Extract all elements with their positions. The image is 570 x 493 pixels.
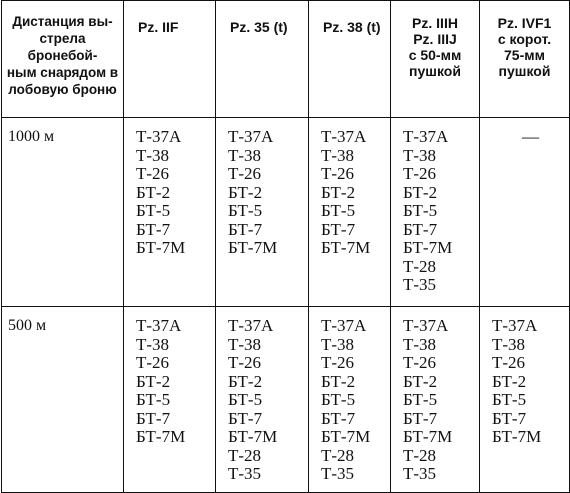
tank-list xyxy=(321,317,390,484)
tank-list-item: БТ-5 xyxy=(321,390,356,409)
header-line: Дистанция вы- xyxy=(12,14,113,29)
tank-list-item: Т-26 xyxy=(321,353,355,372)
tank-list-item: БТ-2 xyxy=(492,371,527,391)
tank-list-item: Т-38 xyxy=(136,334,170,354)
tank-list-item: Т-26 xyxy=(492,353,526,372)
tank-list-item: Т-37А xyxy=(228,127,274,146)
tank-list-item: БТ-2 xyxy=(136,371,171,391)
tank-list-item: Т-38 xyxy=(136,145,170,165)
tank-list-item: Т-38 xyxy=(321,145,355,165)
tank-list-item: Т-28 xyxy=(321,445,355,465)
tank-list-cell xyxy=(480,118,570,307)
tank-list-item: БТ-7 xyxy=(228,408,263,428)
tank-list-item: Т-38 xyxy=(321,334,355,354)
header-line: Pz. IIIH xyxy=(412,15,458,31)
tank-list-item: БТ-5 xyxy=(403,201,438,220)
tank-list xyxy=(492,128,569,147)
tank-list-item: Т-37А xyxy=(136,127,182,146)
tank-list-item: Т-26 xyxy=(403,353,437,372)
header-line: Pz. 38 (t) xyxy=(323,19,381,35)
tank-list xyxy=(228,128,308,258)
tank-list-item: Т-38 xyxy=(228,145,262,165)
tank-list-cell xyxy=(391,118,480,307)
header-line: с 50-мм xyxy=(408,47,462,63)
header-pz-ivf1 xyxy=(480,1,570,118)
tank-list-item: БТ-5 xyxy=(228,390,263,409)
tank-list-item: Т-37А xyxy=(403,127,449,146)
tank-list-item: БТ-5 xyxy=(321,201,356,220)
tank-list-item: Т-28 xyxy=(228,445,262,465)
header-line: Pz. IVF1 xyxy=(497,15,552,31)
header-line: лобовую броню xyxy=(8,82,117,97)
tank-list-item: Т-35 xyxy=(228,464,262,483)
tank-list-item: Т-35 xyxy=(321,464,355,483)
distance-cell: 1000 м xyxy=(2,118,124,307)
header-line: пушкой xyxy=(409,63,461,79)
tank-list-item: Т-38 xyxy=(403,145,437,165)
tank-list-cell xyxy=(309,118,391,307)
tank-list-item: БТ-5 xyxy=(492,390,527,409)
tank-list-item: БТ-2 xyxy=(228,371,263,391)
tank-list xyxy=(321,128,390,258)
tank-list-item: Т-37А xyxy=(403,316,449,335)
tank-list-item: БТ-7М xyxy=(492,427,542,446)
tank-list-item: БТ-7М xyxy=(321,427,371,446)
tank-list-item: БТ-7М xyxy=(403,427,453,446)
tank-list-item: БТ-5 xyxy=(403,390,438,409)
header-distance xyxy=(2,1,124,118)
header-pz-iif xyxy=(124,1,216,118)
tank-list-item: БТ-7 xyxy=(321,219,356,239)
tank-list-item: БТ-7 xyxy=(136,408,171,428)
tank-list-item: БТ-2 xyxy=(321,182,356,202)
tank-list xyxy=(403,317,479,484)
tank-list-item: БТ-2 xyxy=(321,371,356,391)
tank-list-item: БТ-7М xyxy=(228,238,278,257)
tank-list-item: БТ-7М xyxy=(136,427,186,446)
tank-list-item: БТ-2 xyxy=(136,182,171,202)
tank-list-item: БТ-5 xyxy=(136,390,171,409)
header-line: Pz. 35 (t) xyxy=(230,19,288,35)
header-line: ным снарядом в xyxy=(6,65,119,80)
tank-list-cell xyxy=(216,118,309,307)
tank-list-item: Т-38 xyxy=(403,334,437,354)
header-line: Pz. IIF xyxy=(138,19,179,35)
tank-list-item: БТ-7 xyxy=(403,408,438,428)
tank-list-item: Т-37А xyxy=(321,316,367,335)
tank-list-item: — xyxy=(522,127,539,146)
tank-list-item: Т-26 xyxy=(403,164,437,183)
armor-penetration-table xyxy=(1,0,570,493)
header-line: 75-мм xyxy=(504,47,545,63)
tank-list-item: БТ-2 xyxy=(228,182,263,202)
tank-list-item: Т-37А xyxy=(136,316,182,335)
tank-list-item: Т-26 xyxy=(228,164,262,183)
tank-list xyxy=(228,317,308,484)
tank-list-item: БТ-2 xyxy=(403,371,438,391)
header-pz-iii xyxy=(391,1,480,118)
tank-list-item: БТ-7 xyxy=(321,408,356,428)
tank-list xyxy=(492,317,569,447)
tank-list-item: БТ-2 xyxy=(403,182,438,202)
tank-list-item: Т-28 xyxy=(403,256,437,276)
tank-list-item: БТ-7 xyxy=(228,219,263,239)
tank-list xyxy=(136,128,215,258)
tank-list-item: Т-26 xyxy=(228,353,262,372)
table-row xyxy=(2,118,570,307)
tank-list-item: БТ-7М xyxy=(136,238,186,257)
header-line: стрела бронебой- xyxy=(27,31,98,63)
tank-list-item: БТ-7 xyxy=(492,408,527,428)
tank-list-item: Т-35 xyxy=(403,275,437,294)
tank-list-item: Т-26 xyxy=(136,353,170,372)
tank-list-item: БТ-7М xyxy=(321,238,371,257)
tank-list-item: Т-38 xyxy=(492,334,526,354)
header-line: с корот. xyxy=(497,31,552,47)
tank-list-item: БТ-7М xyxy=(228,427,278,446)
header-pz-35t xyxy=(216,1,309,118)
header-line: пушкой xyxy=(498,63,551,79)
tank-list xyxy=(403,128,479,295)
tank-list-item: Т-26 xyxy=(321,164,355,183)
tank-list-item: Т-37А xyxy=(492,316,538,335)
header-line: Pz. IIIJ xyxy=(413,31,457,47)
tank-list-item: Т-37А xyxy=(228,316,274,335)
header-pz-38t xyxy=(309,1,391,118)
tank-list-cell xyxy=(124,118,216,307)
tank-list-item: Т-26 xyxy=(136,164,170,183)
tank-list xyxy=(136,317,215,447)
tank-list-item: БТ-7 xyxy=(403,219,438,239)
header-row xyxy=(2,1,570,118)
tank-list-item: Т-35 xyxy=(403,464,437,483)
tank-list-item: БТ-5 xyxy=(136,201,171,220)
tank-list-item: Т-37А xyxy=(321,127,367,146)
tank-list-item: БТ-5 xyxy=(228,201,263,220)
tank-list-item: Т-38 xyxy=(228,334,262,354)
tank-list-item: БТ-7 xyxy=(136,219,171,239)
tank-list-item: БТ-7М xyxy=(403,238,453,257)
distance-cell: 500 м xyxy=(2,307,124,493)
tank-list-item: Т-28 xyxy=(403,445,437,465)
table-body xyxy=(2,118,570,493)
